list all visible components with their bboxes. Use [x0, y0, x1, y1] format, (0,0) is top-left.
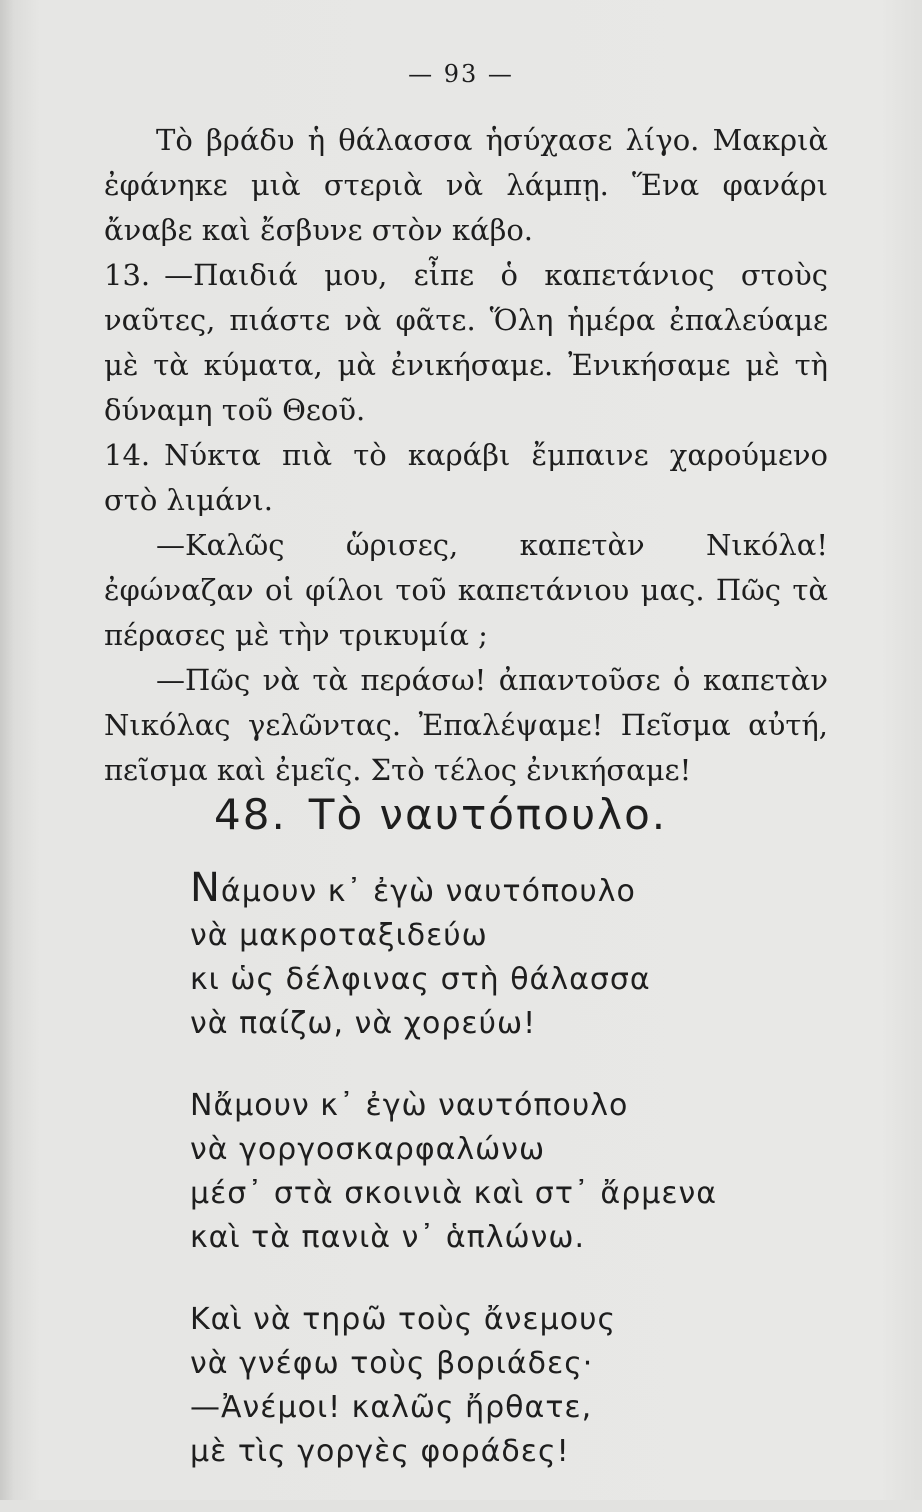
paragraph-1: Τὸ βράδυ ἡ θάλασσα ἡσύχασε λίγο. Μακριὰ ἐφάνηκε μιὰ στεριὰ νὰ λάμπῃ. Ἕνα φανάρι ἄναβε καὶ ἔσβυνε στὸν κάβο. — [104, 123, 828, 247]
poem-heading — [214, 790, 667, 839]
paragraph-greeting: —Καλῶς ὥρισες, καπετὰν Νικόλα! ἐφώναζαν οἱ φίλοι τοῦ καπετάνιου μας. Πῶς τὰ πέρασες μὲ τὴν τρικυμία ; — [104, 528, 828, 652]
poem-line: νὰ παίζω, νὰ χορεύω! — [190, 1006, 537, 1041]
stanza-2 — [190, 1084, 717, 1260]
poem-line: μέσ᾽ στὰ σκοινιὰ καὶ στ᾽ ἄρμενα — [190, 1176, 718, 1211]
poem-line: μὲ τὶς γοργὲς φοράδες! — [190, 1434, 570, 1469]
stanza-3 — [190, 1298, 717, 1474]
poem-number: 48. — [214, 790, 287, 839]
poem-line: Καὶ νὰ τηρῶ τοὺς ἄνεμους — [190, 1302, 617, 1337]
paragraph-reply: —Πῶς νὰ τὰ περάσω! ἀπαντοῦσε ὁ καπετὰν Νικόλας γελῶντας. Ἐπαλέψαμε! Πεῖσμα αὐτή, πεῖσμα καὶ ἐμεῖς. Στὸ τέλος ἐνικήσαμε! — [104, 663, 828, 787]
stanza-1 — [190, 866, 717, 1046]
paragraph-14 — [104, 433, 828, 523]
poem-line: —Ἀνέμοι! καλῶς ἤρθατε, — [190, 1390, 593, 1425]
poem-line: Νἄμουν κ᾽ ἐγὼ ναυτόπουλο — [190, 1088, 629, 1123]
paragraph-14-text: Νύκτα πιὰ τὸ καράβι ἔμπαινε χαρούμενο στὸ λιμάνι. — [104, 438, 828, 517]
prose-section — [104, 118, 828, 793]
poem-line — [190, 866, 717, 914]
poem-title: Τὸ ναυτόπουλο. — [308, 790, 668, 839]
poem-body — [190, 866, 717, 1512]
poem-line: νὰ γοργοσκαρφαλώνω — [190, 1132, 546, 1167]
paragraph-13 — [104, 253, 828, 433]
poem-line: καὶ τὰ πανιὰ ν᾽ ἁπλώνω. — [190, 1220, 585, 1255]
poem-line-text: άμουν κ᾽ ἐγὼ ναυτόπουλο — [220, 874, 636, 909]
drop-initial: Ν — [190, 865, 221, 911]
paragraph-13-text: —Παιδιά μου, εἶπε ὁ καπετάνιος στοὺς ναῦτες, πιάστε νὰ φᾶτε. Ὅλη ἡμέρα ἐπαλεύαμε μὲ τὰ κύματα, μὰ ἐνικήσαμε. Ἐνικήσαμε μὲ τὴ δύναμη τοῦ Θεοῦ. — [104, 258, 828, 427]
poem-line: νὰ μακροταξιδεύω — [190, 918, 488, 953]
section-number-14: 14. — [104, 438, 151, 472]
poem-line: κι ὡς δέλφινας στὴ θάλασσα — [190, 962, 651, 997]
section-number-13: 13. — [104, 258, 151, 292]
poem-line: νὰ γνέφω τοὺς βοριάδες· — [190, 1346, 594, 1381]
page-number: — 93 — — [408, 60, 514, 88]
